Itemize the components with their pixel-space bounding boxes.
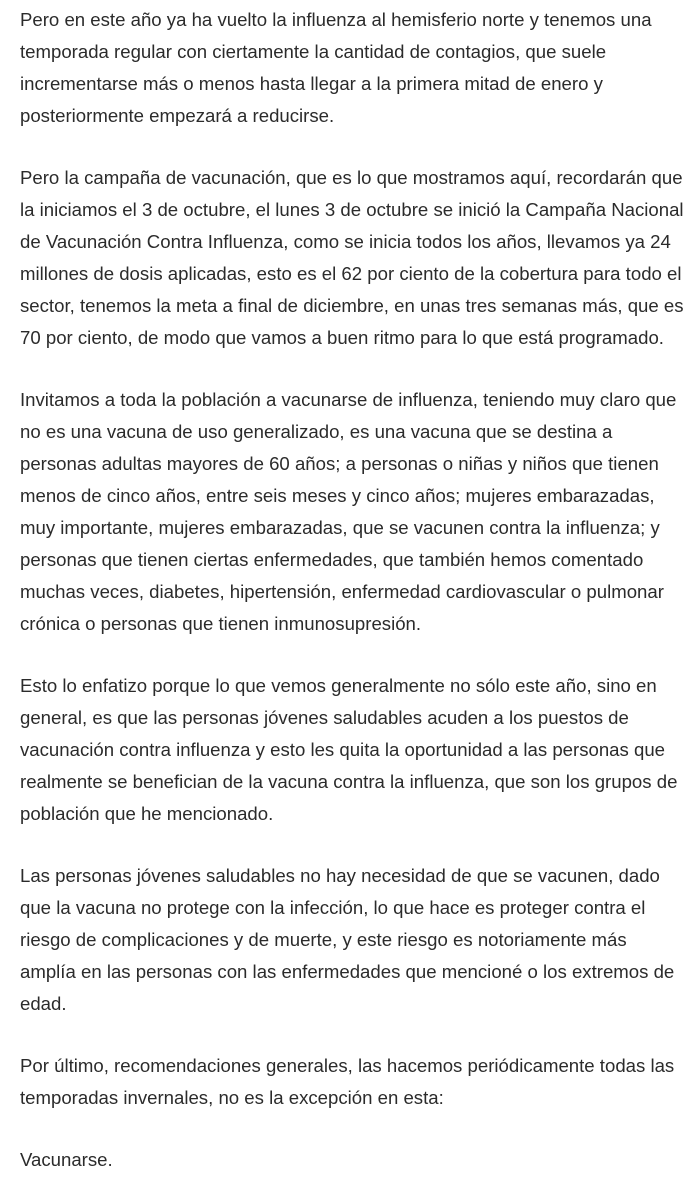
paragraph-recommendations: Por último, recomendaciones generales, las hacemos periódicamente todas las temporadas invernales, no es la excepción en esta: xyxy=(20,1055,675,1108)
paragraph-vaccination-campaign: Pero la campaña de vacunación, que es lo que mostramos aquí, recordarán que la iniciamos el 3 de octubre, el lunes 3 de octubre se inició la Campaña Nacional de Vacunación Contra Influenza, como se inicia todos los años, llevamos ya 24 millones de dosis aplicadas, esto es el 62 por ciento de la cobertura para todo el sector, tenemos la meta a final de diciembre, en unas tres semanas más, que es 70 por ciento, de modo que vamos a buen ritmo para lo que está programado. xyxy=(20,167,684,348)
article-body xyxy=(20,0,684,1176)
paragraph-influenza-season: Pero en este año ya ha vuelto la influenza al hemisferio norte y tenemos una temporada regular con ciertamente la cantidad de contagios, que suele incrementarse más o menos hasta llegar a la primera mitad de enero y posteriormente empezará a reducirse. xyxy=(20,9,652,126)
paragraph-young-healthy: Las personas jóvenes saludables no hay necesidad de que se vacunen, dado que la vacuna no protege con la infección, lo que hace es proteger contra el riesgo de complicaciones y de muerte, y este riesgo es notoriamente más amplía en las personas con las enfermedades que mencioné o los extremos de edad. xyxy=(20,865,675,1014)
paragraph-target-population: Invitamos a toda la población a vacunarse de influenza, teniendo muy claro que no es una vacuna de uso generalizado, es una vacuna que se destina a personas adultas mayores de 60 años; a personas o niñas y niños que tienen menos de cinco años, entre seis meses y cinco años; mujeres embarazadas, muy importante, mujeres embarazadas, que se vacunen contra la influenza; y personas que tienen ciertas enfermedades, que también hemos comentado muchas veces, diabetes, hipertensión, enfermedad cardiovascular o pulmonar crónica o personas que tienen inmunosupresión. xyxy=(20,389,677,634)
paragraph-emphasis: Esto lo enfatizo porque lo que vemos generalmente no sólo este año, sino en general, es que las personas jóvenes saludables acuden a los puestos de vacunación contra influenza y esto les quita la oportunidad a las personas que realmente se benefician de la vacuna contra la influenza, que son los grupos de población que he mencionado. xyxy=(20,675,678,824)
paragraph-get-vaccinated: Vacunarse. xyxy=(20,1149,113,1170)
